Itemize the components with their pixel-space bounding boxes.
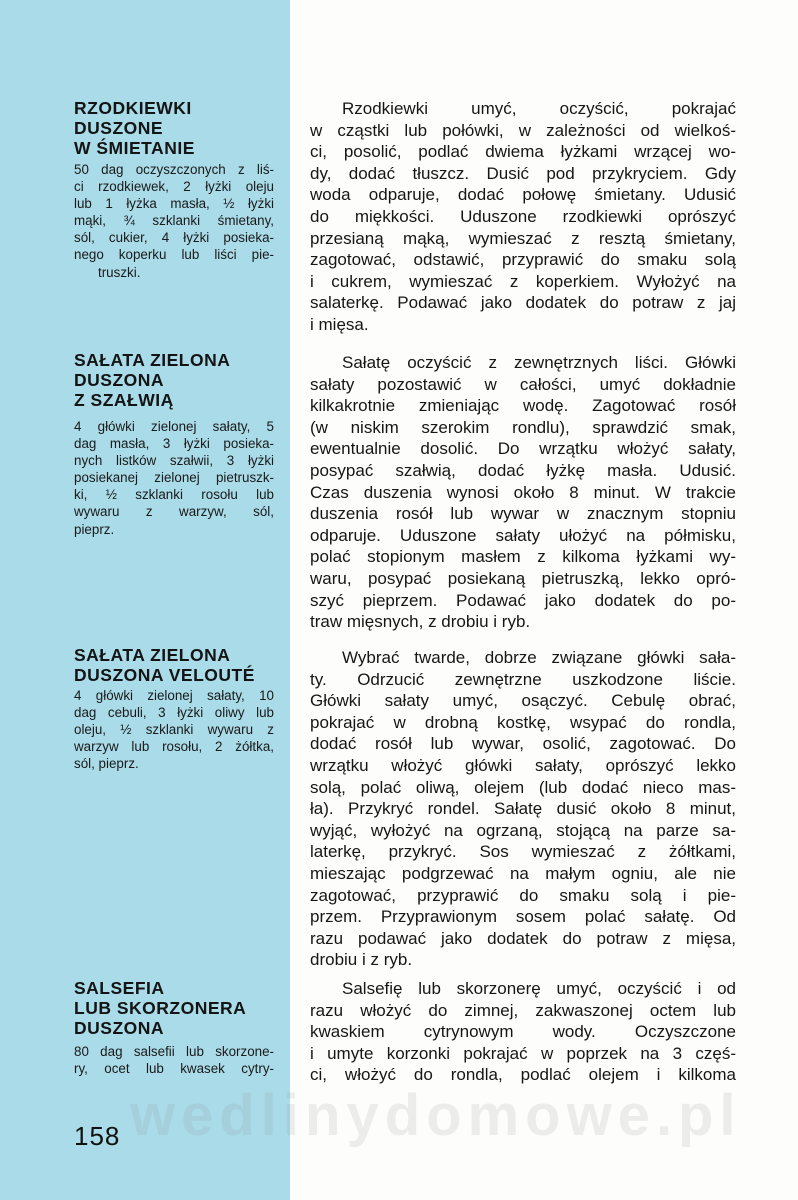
recipe-title: SAŁATA ZIELONA DUSZONA VELOUTÉ <box>74 645 255 685</box>
ingredients-list: 80 dag salsefii lub skorzone- ry, ocet lub kwasek cytry- <box>74 1044 274 1077</box>
ingredients-list: 4 główki zielonej sałaty, 10 dag cebuli, 3 łyżki oliwy lub oleju, ½ szklanki wywaru z warzyw lub rosołu, 2 żółtka, sól, pieprz. <box>74 688 274 772</box>
page-number: 158 <box>74 1121 121 1151</box>
method-text: Wybrać twarde, dobrze związane główki sała- ty. Odrzucić zewnętrzne uszkodzone liście. Główki sałaty umyć, osączyć. Cebulę obrać, pokrajać w drobną kostkę, wsypać do rondla, dodać rosół lub wywar, osolić, zagotować. Do wrzątku włożyć główki sałaty, oprószyć lekko solą, polać oliwą, olejem (lub dodać nieco mas- ła). Przykryć rondel. Sałatę dusić około 8 minut, wyjąć, wyłożyć na ogrzaną, stojącą na parze sa- laterkę, przykryć. Sos wymieszać z żółtkami, mieszając podgrzewać na małym ogniu, ale nie zagotować, przyprawić do smaku solą i pie- przem. Przyprawionym sosem polać sałatę. Od razu podawać jako dodatek do potraw z mięsa, drobiu i z ryb. <box>310 648 736 970</box>
recipe-title: RZODKIEWKI DUSZONE W ŚMIETANIE <box>74 98 195 158</box>
recipe-title: SALSEFIA LUB SKORZONERA DUSZONA <box>74 978 247 1038</box>
recipe-title: SAŁATA ZIELONA DUSZONA Z SZAŁWIĄ <box>74 350 231 410</box>
method-text: Rzodkiewki umyć, oczyścić, pokrajać w cząstki lub połówki, w zależności od wielkoś- ci, posolić, podlać dwiema łyżkami wrzącej wo- dy, dodać tłuszcz. Dusić pod przykryciem. Gdy woda odparuje, dodać połowę śmietany. Udusić do miękkości. Uduszone rzodkiewki oprószyć przesianą mąką, wymieszać z resztą śmietany, zagotować, odstawić, przyprawić do smaku solą i cukrem, wymieszać z koperkiem. Wyłożyć na salaterkę. Podawać jako dodatek do potraw z jaj i mięsa. <box>310 99 736 334</box>
ingredients-list: 4 główki zielonej sałaty, 5 dag masła, 3 łyżki posieka- nych listków szałwii, 3 łyżki posiekanej zielonej pietruszk- ki, ½ szklanki rosołu lub wywaru z warzyw, sól, pieprz. <box>74 419 274 537</box>
method-text: Sałatę oczyścić z zewnętrznych liści. Główki sałaty pozostawić w całości, umyć dokładnie kilkakrotnie zmieniając wodę. Zagotować rosół (w niskim szerokim rondlu), sprawdzić smak, ewentualnie dosolić. Do wrzątku włożyć sałaty, posypać szałwią, dodać łyżkę masła. Udusić. Czas duszenia wynosi około 8 minut. W trakcie duszenia rosół lub wywar w znacznym stopniu odparuje. Uduszone sałaty ułożyć na półmisku, polać stopionym masłem z kilkoma łyżkami wy- waru, posypać posiekaną pietruszką, lekko opró- szyć pieprzem. Podawać jako dodatek do po- traw mięsnych, z drobiu i ryb. <box>310 353 736 632</box>
ingredients-list: 50 dag oczyszczonych z liś- ci rzodkiewek, 2 łyżki oleju lub 1 łyżka masła, ½ łyżki mąki, ¾ szklanki śmietany, sól, cukier, 4 łyżki posieka- nego koperku lub liści pie- truszki. <box>74 162 274 280</box>
method-text: Salsefię lub skorzonerę umyć, oczyścić i od razu włożyć do zimnej, zakwaszonej octem lub kwaskiem cytrynowym wody. Oczyszczone i umyte korzonki pokrajać w poprzek na 3 częś- ci, włożyć do rondla, podlać olejem i kilkoma <box>310 979 736 1085</box>
watermark-text: wedlinydomowe.pl <box>130 1083 742 1148</box>
